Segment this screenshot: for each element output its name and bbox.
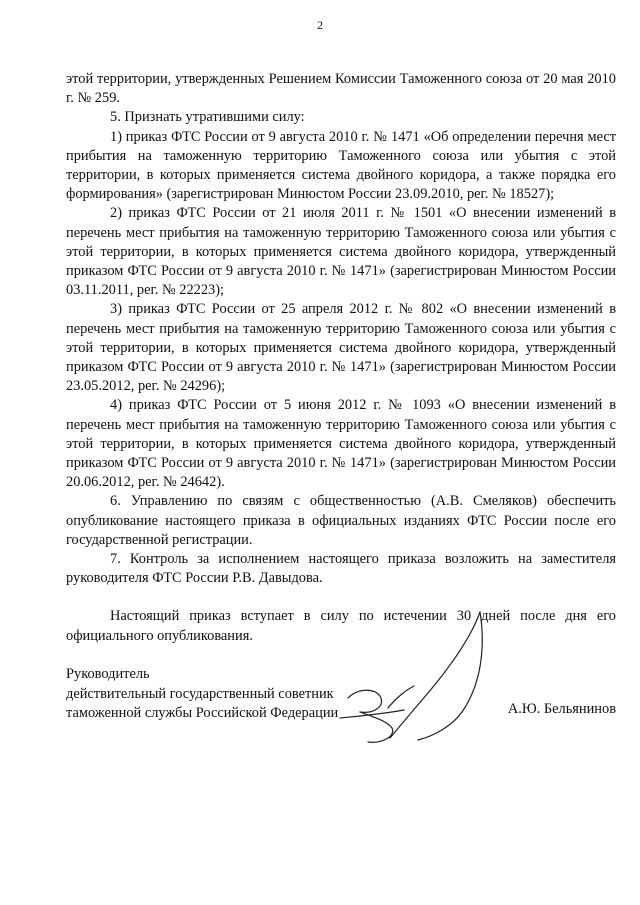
- paragraph-item-6: 6. Управлению по связям с общественностью (А.В. Смеляков) обеспечить опубликование настоящего приказа в официальных изданиях ФТС России после его государственной регистрации.: [66, 493, 616, 548]
- handwritten-signature: [330, 590, 520, 750]
- paragraph-subitem-3: 3) приказ ФТС России от 25 апреля 2012 г. № 802 «О внесении изменений в перечень мест прибытия на таможенную территорию Таможенного союза или убытия с этой территории, в которых применяется система двойного коридора, утвержденный приказом ФТС России от 9 августа 2010 г. № 1471» (зарегистрирован Минюстом России 23.05.2012, рег. № 24296);: [66, 301, 616, 395]
- paragraph-continuation: этой территории, утвержденных Решением Комиссии Таможенного союза от 20 мая 2010 г. № 259.: [66, 71, 616, 107]
- paragraph-item-7: 7. Контроль за исполнением настоящего приказа возложить на заместителя руководителя ФТС России Р.В. Давыдова.: [66, 551, 616, 587]
- signer-name: А.Ю. Бельянинов: [507, 701, 616, 717]
- paragraph-subitem-2: 2) приказ ФТС России от 21 июля 2011 г. № 1501 «О внесении изменений в перечень мест прибытия на таможенную территорию Таможенного союза или убытия с этой территории, в которых применяется система двойного коридора, утвержденный приказом ФТС России от 9 августа 2010 г. № 1471» (зарегистрирован Минюстом России 03.11.2011, рег. № 22223);: [66, 205, 616, 299]
- document-body: [66, 70, 616, 646]
- paragraph-subitem-1: 1) приказ ФТС России от 9 августа 2010 г. № 1471 «Об определении перечня мест прибытия на таможенную территорию Таможенного союза или убытия с этой территории, в которых применяется система двойного коридора, а также порядка его формирования» (зарегистрирован Минюстом России 23.09.2010, рег. № 18527);: [66, 128, 616, 203]
- page-number: 2: [317, 18, 323, 32]
- paragraph-item-5: 5. Признать утратившими силу:: [110, 109, 305, 126]
- paragraph-subitem-4: 4) приказ ФТС России от 5 июня 2012 г. № 1093 «О внесении изменений в перечень мест прибытия на таможенную территорию Таможенного союза или убытия с этой территории, в которых применяется система двойного коридора, утвержденный приказом ФТС России от 9 августа 2010 г. № 1471» (зарегистрирован Минюстом России 20.06.2012, рег. № 24642).: [66, 397, 616, 491]
- signer-title-line-1: Руководитель: [66, 666, 150, 682]
- paragraph-entry-into-force: Настоящий приказ вступает в силу по истечении 30 дней после дня его официального опубликования.: [66, 608, 616, 644]
- signer-title-line-3: таможенной службы Российской Федерации: [66, 705, 339, 721]
- signer-title-line-2: действительный государственный советник: [66, 685, 334, 702]
